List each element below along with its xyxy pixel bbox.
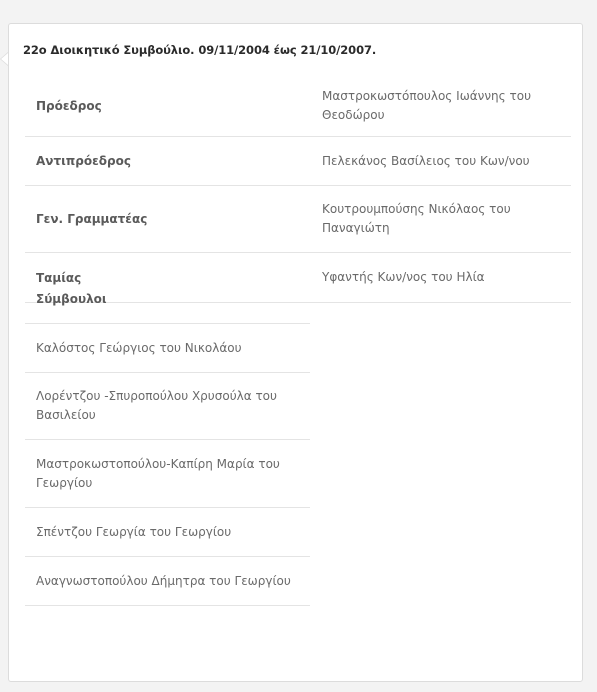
card-pointer bbox=[1, 53, 8, 65]
officer-name: Κουτρουμπούσης Νικόλαος του Παναγιώτη bbox=[322, 202, 511, 235]
role-label: Αντιπρόεδρος bbox=[36, 154, 131, 168]
members-label: Σύμβουλοι bbox=[25, 275, 310, 324]
members-list bbox=[25, 275, 310, 606]
role-label: Ταμίας bbox=[36, 270, 82, 285]
officer-name: Πελεκάνος Βασίλειος του Κων/νου bbox=[322, 153, 530, 168]
list-item: Λορέντζου -Σπυροπούλου Χρυσούλα του Βασιλείου bbox=[25, 373, 310, 440]
officers-table bbox=[25, 75, 571, 303]
table-row bbox=[25, 186, 571, 253]
officer-name: Μαστροκωστόπουλος Ιωάννης του Θεοδώρου bbox=[322, 88, 532, 122]
table-row bbox=[25, 137, 571, 186]
list-item: Καλόστος Γεώργιος του Νικολάου bbox=[25, 324, 310, 373]
officer-name: Υφαντής Κων/νος του Ηλία bbox=[322, 270, 485, 284]
role-label: Γεν. Γραμματέας bbox=[36, 212, 148, 226]
list-item: Αναγνωστοπούλου Δήμητρα του Γεωργίου bbox=[25, 557, 310, 606]
list-item: Σπέντζου Γεωργία του Γεωργίου bbox=[25, 508, 310, 557]
board-card bbox=[8, 23, 583, 682]
list-item: Μαστροκωστοπούλου-Καπίρη Μαρία του Γεωργίου bbox=[25, 440, 310, 508]
table-row bbox=[25, 75, 571, 137]
role-label: Πρόεδρος bbox=[36, 98, 102, 113]
board-title: 22ο Διοικητικό Συμβούλιο. 09/11/2004 έως 21/10/2007. bbox=[23, 43, 377, 57]
